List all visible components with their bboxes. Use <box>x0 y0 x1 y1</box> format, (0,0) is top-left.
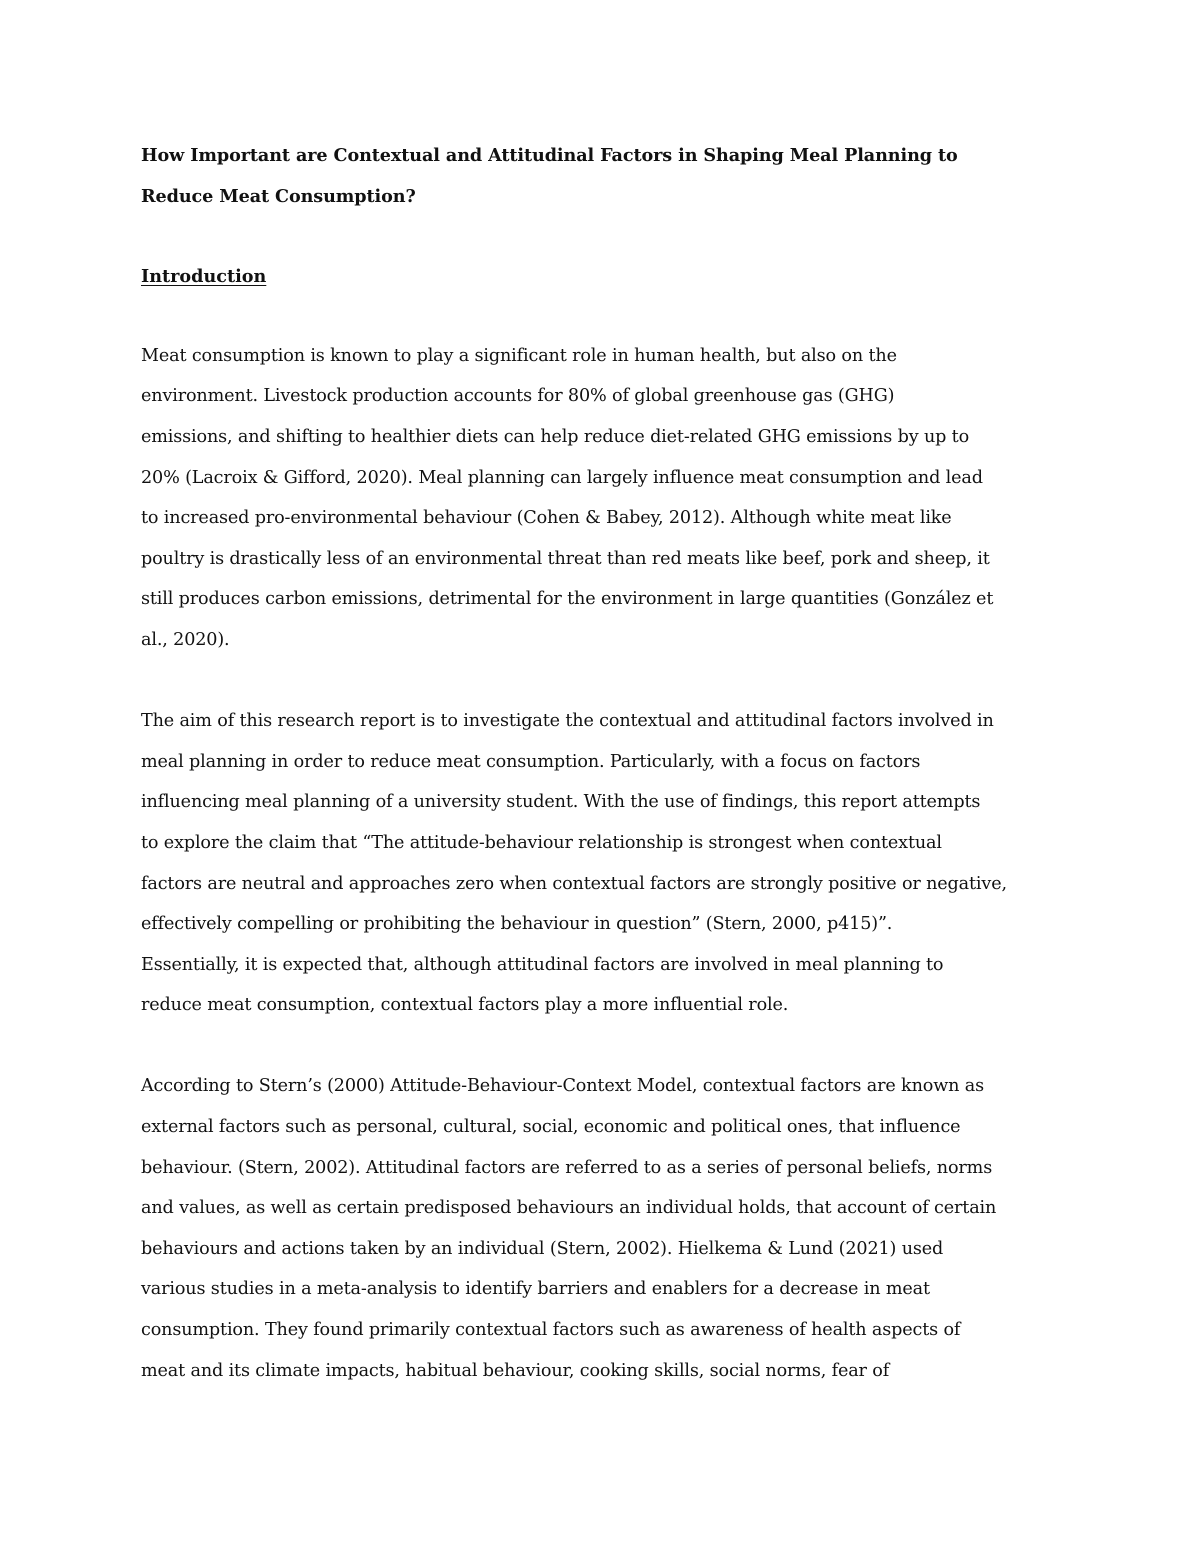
text-line: behaviour. (Stern, 2002). Attitudinal factors are referred to as a series of personal beliefs, norms <box>141 1157 993 1178</box>
text-line: According to Stern’s (2000) Attitude-Behaviour-Context Model, contextual factors are known as <box>141 1076 984 1097</box>
title-line: How Important are Contextual and Attitudinal Factors in Shaping Meal Planning to <box>141 145 958 166</box>
text-line: consumption. They found primarily contextual factors such as awareness of health aspects of <box>141 1320 961 1341</box>
paragraph <box>141 336 1061 661</box>
text-line: Meat consumption is known to play a significant role in human health, but also on the <box>141 345 897 366</box>
text-line: Essentially, it is expected that, although attitudinal factors are involved in meal planning to <box>141 954 944 975</box>
text-line: behaviours and actions taken by an individual (Stern, 2002). Hielkema & Lund (2021) used <box>141 1238 944 1259</box>
text-line: 20% (Lacroix & Gifford, 2020). Meal planning can largely influence meat consumption and lead <box>141 467 983 488</box>
text-line: effectively compelling or prohibiting the behaviour in question” (Stern, 2000, p415)”. <box>141 914 893 935</box>
text-line: meal planning in order to reduce meat consumption. Particularly, with a focus on factors <box>141 751 921 772</box>
text-line: al., 2020). <box>141 629 230 650</box>
text-line: environment. Livestock production accounts for 80% of global greenhouse gas (GHG) <box>141 386 895 407</box>
text-line: various studies in a meta-analysis to identify barriers and enablers for a decrease in meat <box>141 1279 930 1300</box>
paragraph <box>141 1066 1061 1391</box>
text-line: poultry is drastically less of an environmental threat than red meats like beef, pork and sheep, it <box>141 548 990 569</box>
section-heading-introduction: Introduction <box>141 266 267 288</box>
text-line: external factors such as personal, cultural, social, economic and political ones, that influence <box>141 1117 961 1138</box>
text-line: influencing meal planning of a university student. With the use of findings, this report attempts <box>141 792 981 813</box>
text-line: to increased pro-environmental behaviour (Cohen & Babey, 2012). Although white meat like <box>141 508 952 529</box>
text-line: meat and its climate impacts, habitual behaviour, cooking skills, social norms, fear of <box>141 1360 890 1381</box>
text-line: to explore the claim that “The attitude-behaviour relationship is strongest when contextual <box>141 832 942 853</box>
title-line: Reduce Meat Consumption? <box>141 185 416 207</box>
text-line: and values, as well as certain predisposed behaviours an individual holds, that account of certain <box>141 1198 997 1219</box>
text-line: reduce meat consumption, contextual factors play a more influential role. <box>141 995 789 1016</box>
text-line: factors are neutral and approaches zero when contextual factors are strongly positive or negative, <box>141 873 1007 894</box>
paragraph <box>141 701 1061 1026</box>
document-title <box>141 136 1061 217</box>
text-line: still produces carbon emissions, detrimental for the environment in large quantities (González et <box>141 589 994 610</box>
document-body <box>141 136 1061 1391</box>
text-line: emissions, and shifting to healthier diets can help reduce diet-related GHG emissions by up to <box>141 426 970 447</box>
text-line: The aim of this research report is to investigate the contextual and attitudinal factors involved in <box>141 711 994 732</box>
